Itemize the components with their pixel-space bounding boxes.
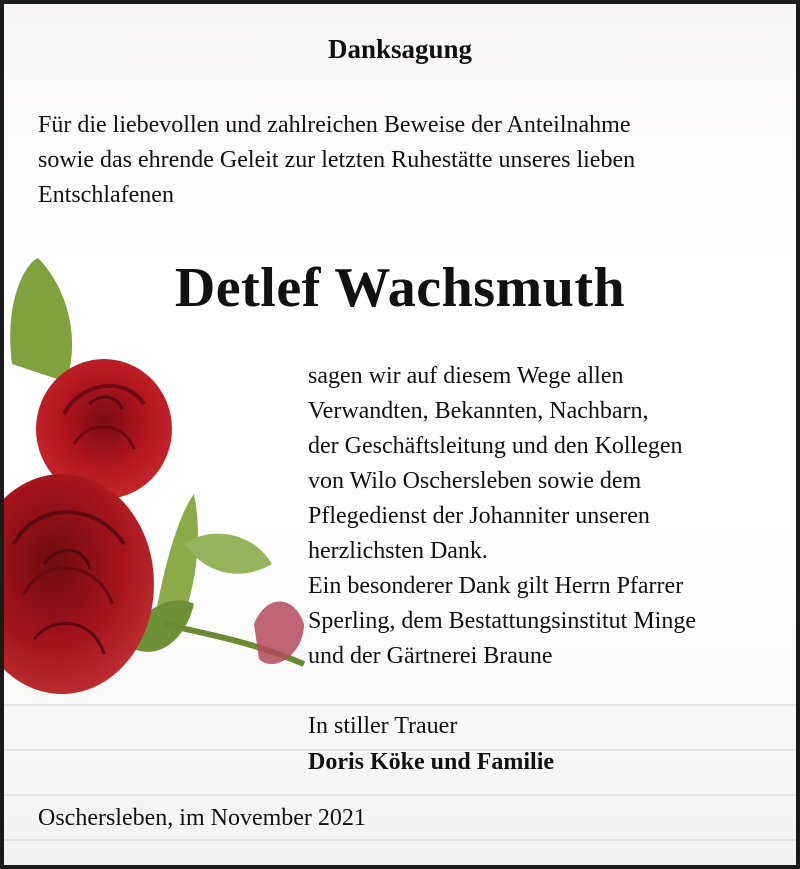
intro-line: Entschlafenen bbox=[38, 182, 174, 208]
notice-heading: Danksagung bbox=[327, 34, 473, 64]
signatories: Doris Köke und Familie bbox=[308, 749, 555, 775]
intro-text bbox=[38, 108, 778, 213]
thanks-line: Verwandten, Bekannten, Nachbarn, bbox=[308, 398, 649, 424]
wood-grain-line bbox=[4, 839, 796, 841]
signature-block bbox=[308, 708, 554, 780]
deceased-name: Detlef Wachsmuth bbox=[174, 257, 626, 319]
wood-grain-line bbox=[4, 794, 796, 796]
rose-lower bbox=[4, 474, 154, 694]
thanks-line: der Geschäftsleitung und den Kollegen bbox=[308, 433, 683, 459]
thanks-text bbox=[308, 359, 788, 674]
leaf bbox=[184, 534, 272, 574]
intro-line: Für die liebevollen und zahlreichen Beweise der Anteilnahme bbox=[38, 112, 631, 138]
thanks-line: von Wilo Oschersleben sowie dem bbox=[308, 468, 642, 494]
thanks-line: und der Gärtnerei Braune bbox=[308, 643, 553, 669]
rose-bud bbox=[254, 602, 304, 665]
thanks-line: sagen wir auf diesem Wege allen bbox=[308, 363, 624, 389]
thanks-line: Ein besonderer Dank gilt Herrn Pfarrer bbox=[308, 573, 684, 599]
thanks-line: Pflegedienst der Johanniter unseren bbox=[308, 503, 650, 529]
place-date: Oschersleben, im November 2021 bbox=[38, 805, 366, 831]
thanks-line: Sperling, dem Bestattungsinstitut Minge bbox=[308, 608, 696, 634]
closing-text: In stiller Trauer bbox=[308, 713, 458, 739]
intro-line: sowie das ehrende Geleit zur letzten Ruhestätte unseres lieben bbox=[38, 147, 636, 173]
thanks-line: herzlichsten Dank. bbox=[308, 538, 488, 564]
